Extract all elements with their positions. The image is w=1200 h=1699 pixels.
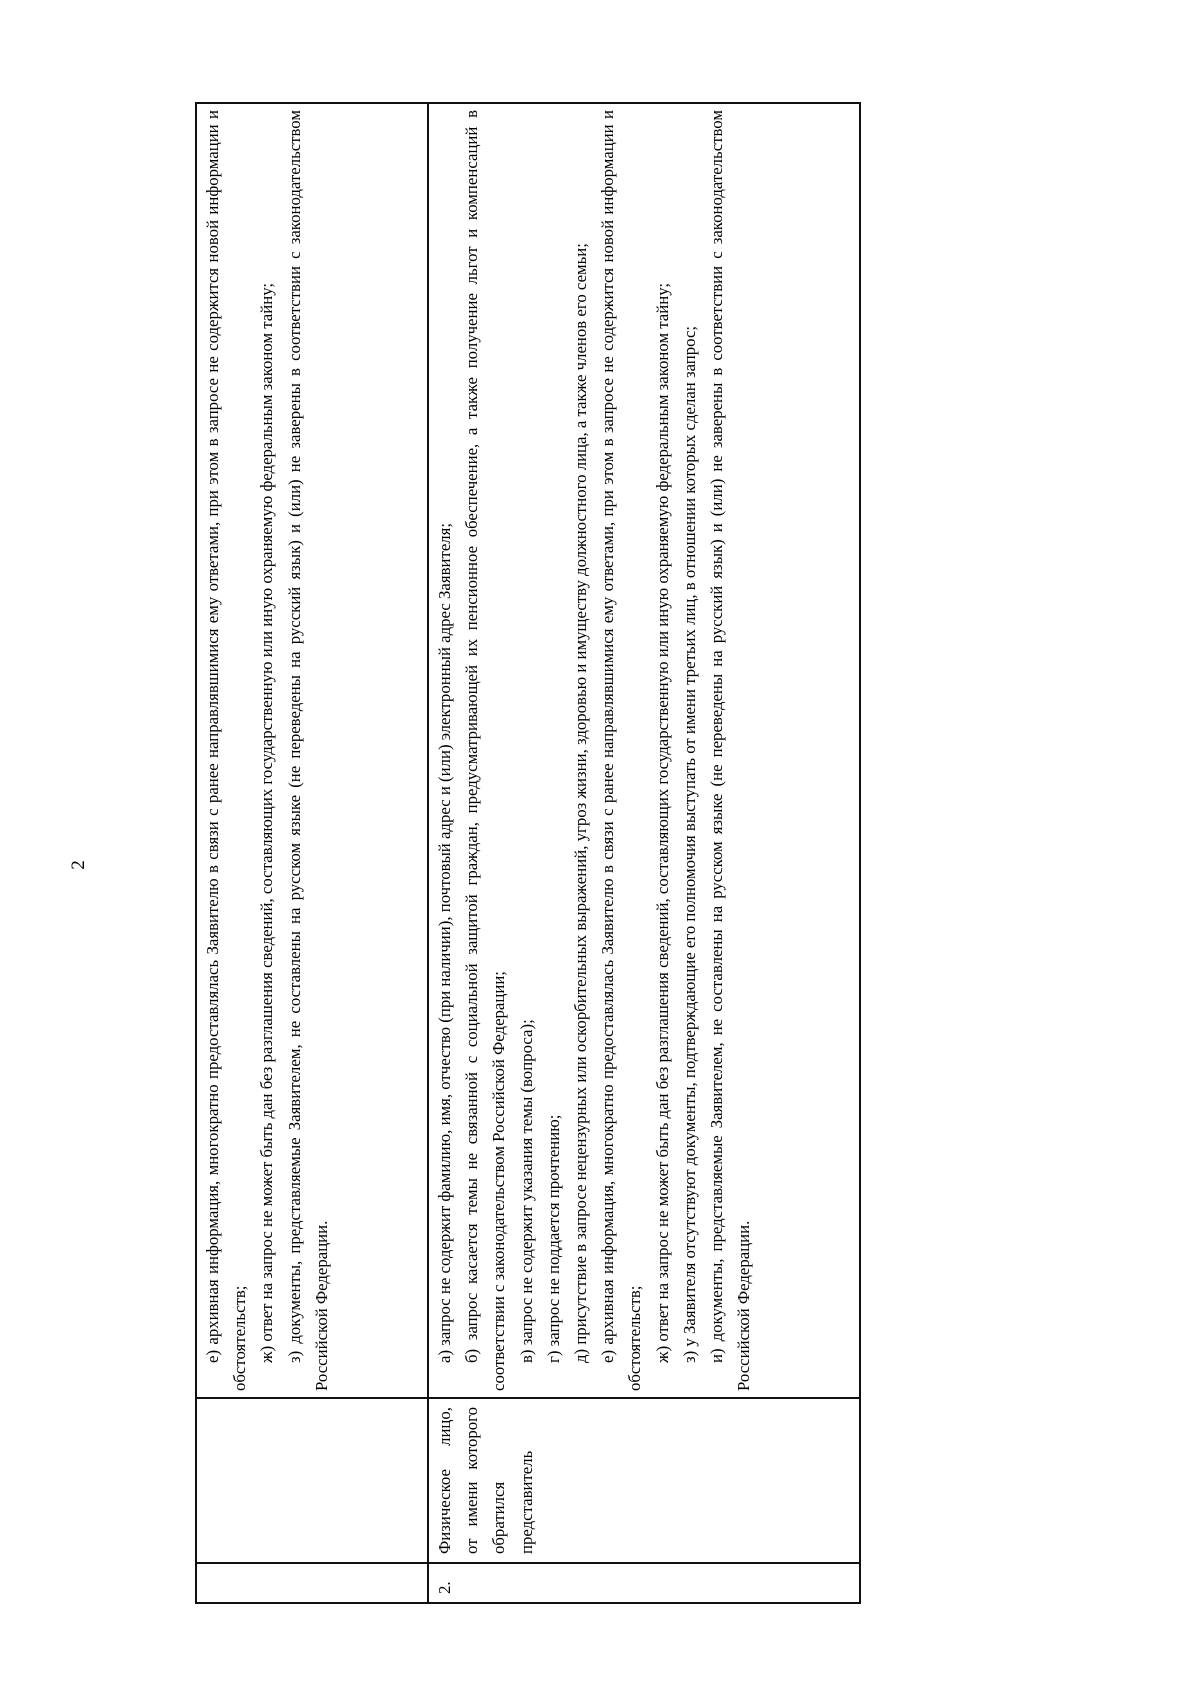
ground-item: б) запрос касается темы не связанной с социальной защитой граждан, предусматривающей их пенсионное обеспечение, а также получение льгот и компенсаций в соответствии с законодательством Российской Федерации; (462, 110, 509, 1391)
ground-item: г) запрос не поддается прочтению; (543, 1114, 563, 1363)
rotated-table-container (195, 104, 855, 1604)
ground-item: з) документы, представляемые Заявителем, не составлены на русском языке (не переведены на русский язык) и (или) не заверены в соответствии с законодательством Российской Федерации. (284, 110, 331, 1391)
page-number-text: 2 (68, 860, 89, 870)
page-number (68, 850, 90, 880)
table-row (428, 103, 860, 1603)
ground-item: в) запрос не содержит указания темы (вопроса); (516, 1019, 536, 1363)
ground-item: а) запрос не содержит фамилию, имя, отчество (при наличии), почтовый адрес и (или) электронный адрес Заявителя; (435, 522, 454, 1363)
table-row (196, 103, 428, 1603)
conditions-table (195, 102, 861, 1604)
ground-item: д) присутствие в запросе нецензурных или оскорбительных выражений, угроз жизни, здоровью и имуществу должностного лица, а также членов его семьи; (571, 243, 591, 1363)
applicant-cell (196, 1398, 428, 1563)
row-number-cell (196, 1563, 428, 1603)
ground-item: и) документы, представляемые Заявителем, не составлены на русском языке (не переведены на русский язык) и (или) не заверены в соответствии с законодательством Российской Федерации. (707, 110, 754, 1391)
grounds-cell (428, 103, 860, 1398)
ground-item: з) у Заявителя отсутствуют документы, подтверждающие его полномочия выступать от имени третьих лиц, в отношении которых сделан запрос; (679, 325, 699, 1363)
ground-item: ж) ответ на запрос не может быть дан без разглашения сведений, составляющих государственную или иную охраняемую федеральным законом тайну; (257, 282, 277, 1363)
grounds-cell (196, 103, 428, 1398)
ground-item: е) архивная информация, многократно предоставлялась Заявителю в связи с ранее направлявшимися ему ответами, при этом в запросе не содержится новой информации и обстоятельств; (598, 110, 645, 1391)
ground-item: ж) ответ на запрос не может быть дан без разглашения сведений, составляющих государственную или иную охраняемую федеральным законом тайну; (652, 282, 672, 1363)
applicant-text: Физическое лицо, от имени которого обратился представитель (435, 1407, 536, 1554)
ground-item: е) архивная информация, многократно предоставлялась Заявителю в связи с ранее направлявшимися ему ответами, при этом в запросе не содержится новой информации и обстоятельств; (203, 110, 250, 1391)
applicant-cell (428, 1398, 860, 1563)
row-number-cell: 2. (428, 1563, 860, 1603)
